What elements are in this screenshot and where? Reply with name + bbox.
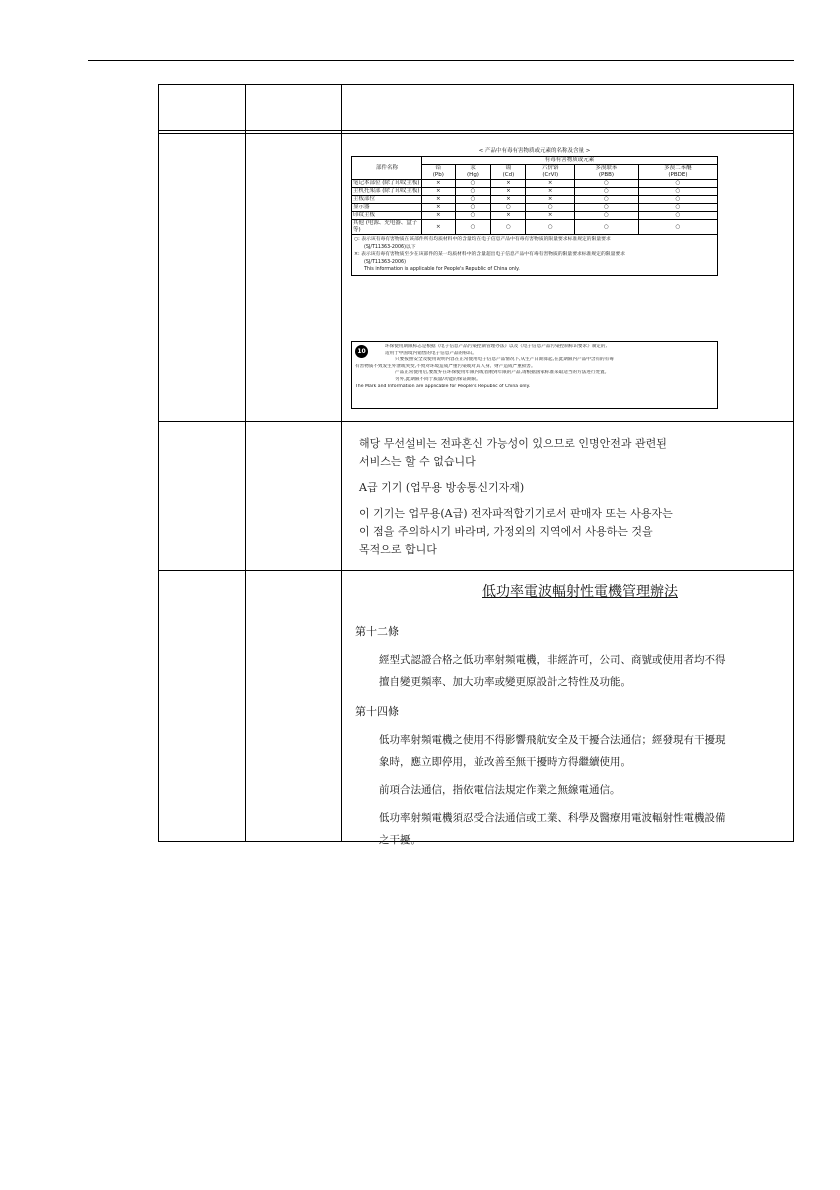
taiwan-notice [355, 581, 795, 857]
header-rule [88, 60, 794, 61]
article-12-body: 經型式認證合格之低功率射頻電機，非經許可，公司、商號或使用者均不得 擅自變更頻率、加大功率或變更原設計之特性及功能。 [379, 654, 726, 688]
rohs-table [351, 156, 718, 235]
mark-cell: × [491, 196, 526, 204]
mark-cell: ○ [455, 180, 491, 188]
mark-cell: ○ [575, 180, 639, 188]
article-12-heading: 第十二條 [355, 625, 399, 638]
mark-cell: × [422, 220, 456, 235]
substance-header: 六价铬 (CrVI) [526, 165, 575, 180]
row-divider [159, 421, 793, 422]
mark-cell: ○ [638, 188, 717, 196]
mark-cell: ○ [638, 196, 717, 204]
mark-cell: × [422, 180, 456, 188]
article-14-para-3: 低功率射頻電機須忍受合法通信或工業、科學及醫療用電波輻射性電機設備 之干擾。 [379, 812, 726, 846]
epup-logo-icon: 10 [355, 345, 368, 358]
column-divider [341, 85, 342, 841]
korea-paragraph: 해당 무선설비는 전파혼신 가능성이 있으므로 인명안전과 관련된 서비스는 할 수 없습니다 [359, 437, 667, 468]
mark-cell: ○ [575, 220, 639, 235]
epup-line: The Mark and Information are applicable for People's Republic of China only. [355, 383, 531, 389]
mark-cell: ○ [575, 204, 639, 212]
epup-line: 适用于中国境内销售的电子信息产品的标识。 [385, 350, 477, 356]
mark-cell: × [526, 188, 575, 196]
rohs-caption: < 产品中有毒有害物质或元素的名称及含量 > [478, 148, 591, 154]
mark-cell: × [526, 212, 575, 220]
part-name: 笔记本部位 (除了印纹主板) [353, 180, 420, 186]
mark-cell: × [422, 188, 456, 196]
row-divider [159, 130, 793, 131]
epup-line: 有害物质不致发生外泄或突变,不致对环境造成严重污染或对其人身、财产造成严重损害。 [355, 363, 536, 369]
table-row [352, 220, 718, 235]
mark-cell: ○ [638, 220, 717, 235]
mark-cell: × [422, 196, 456, 204]
substance-group-header: 有毒有害物质或元素 [422, 157, 718, 165]
mark-cell: ○ [455, 220, 491, 235]
taiwan-title: 低功率電波輻射性電機管理辦法 [482, 584, 678, 600]
substance-header: 汞 (Hg) [455, 165, 491, 180]
rohs-notes [351, 235, 718, 276]
table-row [352, 204, 718, 212]
article-14-body: 低功率射頻電機之使用不得影響飛航安全及干擾合法通信；經發現有干擾現 象時，應立即停用，並改善至無干擾時方得繼續使用。 [379, 734, 726, 768]
part-name: 其他 (电源、充电器、盒子等) [352, 220, 422, 235]
note-english: This information is applicable for People's Republic of China only. [364, 267, 520, 273]
mark-cell: × [526, 180, 575, 188]
regulatory-table [158, 84, 794, 846]
column-divider [245, 85, 246, 841]
china-rohs-section [351, 147, 718, 276]
mark-cell: ○ [455, 204, 491, 212]
epup-line: 另外,此期限不同于质量/功能的保证期限。 [395, 376, 481, 382]
part-name: 主机托架部 (除了印纹主板) [353, 188, 420, 194]
korea-paragraph: 이 기기는 업무용(A급) 전자파적합기기로서 판매자 또는 사용자는 이 점을 주의하시기 바라며, 가정외의 지역에서 사용하는 것을 목적으로 합니다 [359, 507, 673, 556]
epup-line: 只要按照安全及使用说明内容在正常使用电子信息产品情况下,从生产日期算起,在此期限内产品中含有的有毒 [395, 357, 614, 363]
epup-line: 产品正常使用后,要废弃在环保使用年限内或者刚到年限的产品,请根据国家标准采取适当的方法进行处置。 [395, 370, 610, 376]
mark-cell: ○ [491, 204, 526, 212]
substance-header: 多溴联苯 (PBB) [575, 165, 639, 180]
part-name: 主板部位 [352, 196, 422, 204]
note-circle-standard: (SJ/T11363-2006)以下 [364, 244, 416, 250]
mark-cell: ○ [638, 180, 717, 188]
korea-class-a: A급 기기 (업무용 방송통신기자재) [359, 481, 525, 494]
row-divider [159, 570, 793, 571]
table-row [352, 180, 718, 188]
mark-cell: ○ [575, 188, 639, 196]
mark-cell: ○ [575, 196, 639, 204]
mark-cell: ○ [455, 212, 491, 220]
mark-cell: ○ [526, 204, 575, 212]
article-14-para-2: 前項合法通信，指依電信法規定作業之無線電通信。 [379, 784, 621, 796]
mark-cell: × [422, 212, 456, 220]
article-14-heading: 第十四條 [355, 705, 399, 718]
korea-notice [359, 435, 759, 567]
part-name: 印纹主板 [352, 212, 422, 220]
table-row [352, 212, 718, 220]
mark-cell: ○ [455, 188, 491, 196]
mark-cell: × [491, 212, 526, 220]
substance-header: 铅 (Pb) [422, 165, 456, 180]
mark-cell: × [422, 204, 456, 212]
mark-cell: ○ [526, 220, 575, 235]
epup-line: 环保使用期限标志是根据《电子信息产品污染控制管理办法》以及《电子信息产品污染控制标识要求》制定的, [385, 344, 607, 349]
substance-header: 多溴二苯醚 (PBDE) [638, 165, 717, 180]
part-header: 部件名称 [352, 157, 422, 180]
row-divider [159, 133, 793, 134]
note-cross-standard: (SJ/T11363-2006) [364, 259, 406, 265]
substance-header: 镉 (Cd) [491, 165, 526, 180]
environment-protection-period-box [351, 341, 718, 409]
mark-cell: × [526, 196, 575, 204]
part-name: 显示器 [352, 204, 422, 212]
mark-cell: ○ [491, 220, 526, 235]
epup-text [355, 344, 714, 390]
mark-cell: × [491, 188, 526, 196]
mark-cell: ○ [575, 212, 639, 220]
mark-cell: ○ [638, 212, 717, 220]
table-row [352, 196, 718, 204]
note-circle: ○: 表示该有毒有害物质在该部件所有均质材料中的含量均在电子信息产品中有毒有害物质的限量要求标准规定的限量要求 [354, 237, 611, 242]
note-cross: ×: 表示该有毒有害物质至少在该部件的某一均质材料中的含量超出电子信息产品中有毒有害物质的限量要求标准规定的限量要求 [354, 252, 625, 258]
table-row [352, 188, 718, 196]
mark-cell: ○ [455, 196, 491, 204]
mark-cell: × [491, 180, 526, 188]
mark-cell: ○ [638, 204, 717, 212]
